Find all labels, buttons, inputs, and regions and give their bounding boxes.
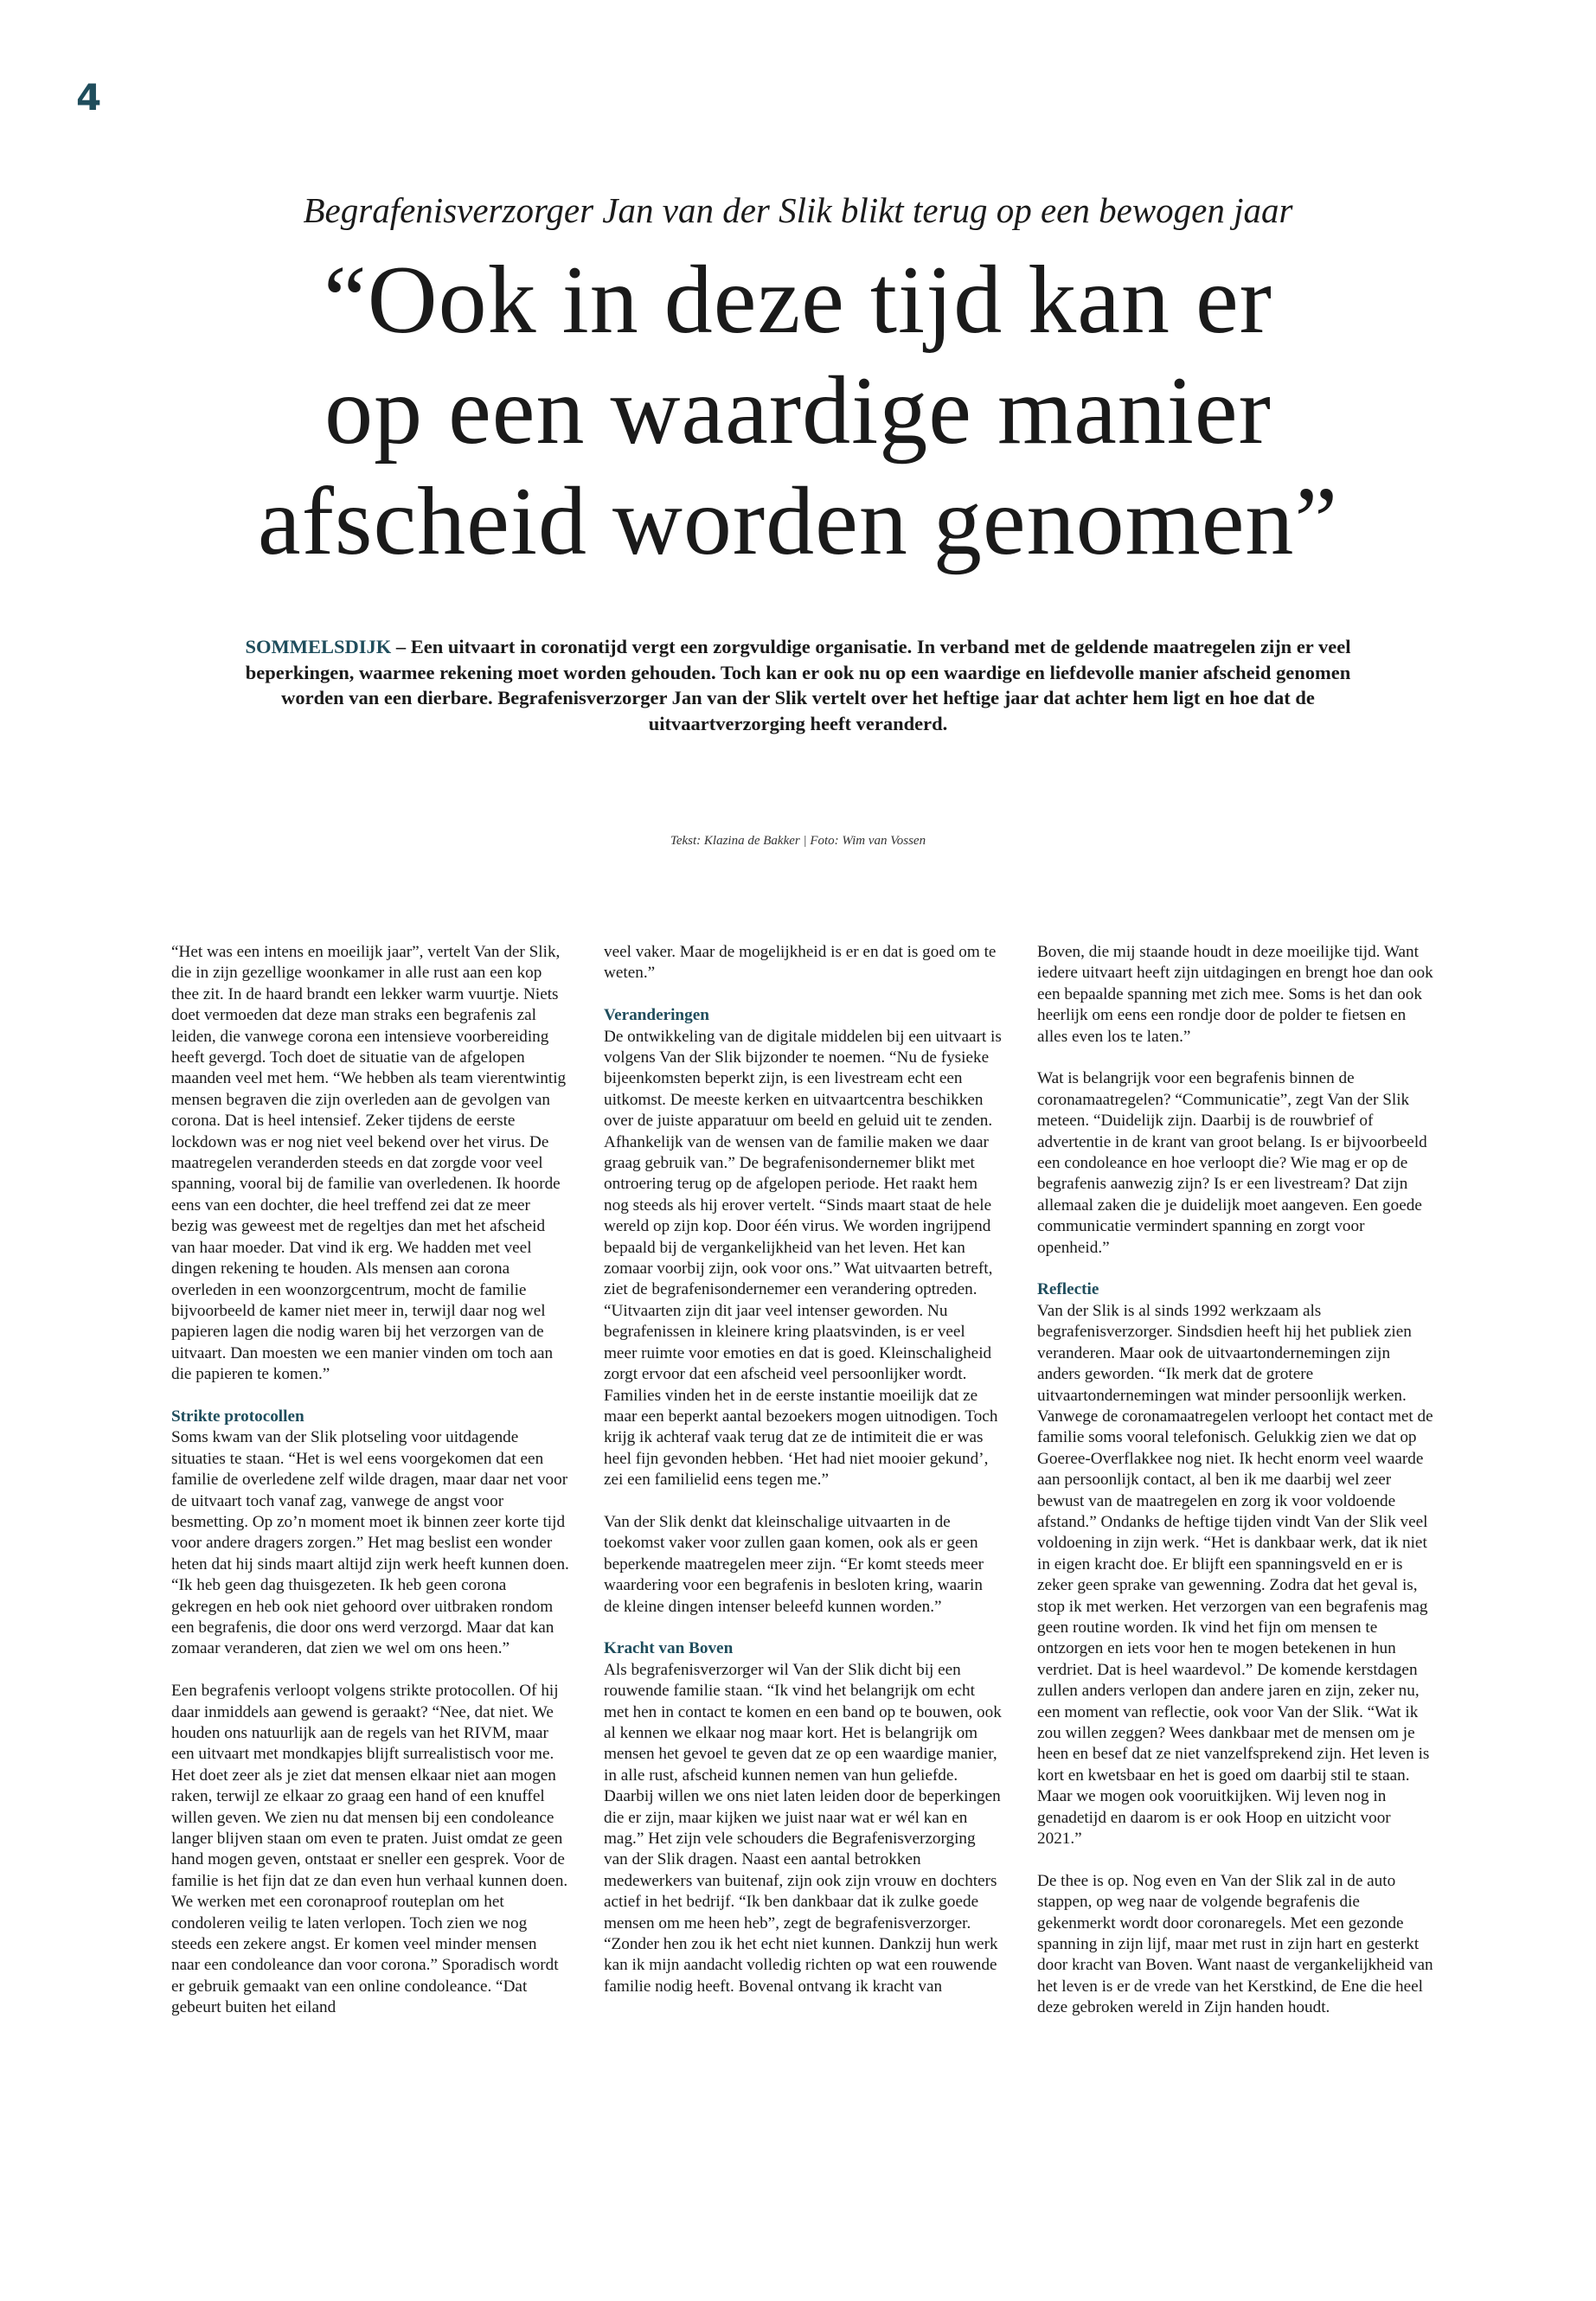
column-1 — [171, 942, 569, 2019]
subheading: Strikte protocollen — [171, 1407, 304, 1426]
paragraph: Als begrafenisverzorger wil Van der Slik dicht bij een rouwende familie staan. “Ik vind het belangrijk om echt met hen in contact te komen en een band op te bouwen, ook al kennen we elkaar nog maar kort. Het is belangrijk om mensen het gevoel te geven dat ze op een waardige manier, in alle rust, afscheid kunnen nemen van hun geliefde. Daarbij willen we ons niet laten leiden door de beperkingen die er zijn, maar kijken we juist naar wat er wél kan en mag.” Het zijn vele schouders die Begrafenisverzorging van der Slik dragen. Naast een aantal betrokken medewerkers van buitenaf, zijn ook zijn vrouw en dochters actief in het bedrijf. “Ik ben dankbaar dat ik zulke goede mensen om me heen heb”, zegt de begrafenisverzorger. “Zonder hen zou ik het echt niet kunnen. Dankzij hun werk kan ik mijn aandacht volledig richten op wat een rouwende familie nodig heeft. Bovenal ontvang ik kracht van — [604, 1660, 1002, 1996]
column-3 — [1037, 942, 1435, 2019]
subheading: Kracht van Boven — [604, 1639, 734, 1658]
intro-paragraph — [216, 634, 1380, 736]
kicker: Begrafenisverzorger Jan van der Slik blikt terug op een bewogen jaar — [303, 190, 1293, 230]
paragraph: Van der Slik denkt dat kleinschalige uitvaarten in de toekomst vaker voor zullen gaan komen, ook als er geen beperkende maatregelen meer zijn. “Er komt steeds meer waardering voor een begrafenis in besloten kring, waarin de kleine dingen intenser beleefd kunnen worden.” — [604, 1512, 984, 1616]
paragraph: veel vaker. Maar de mogelijkheid is er en dat is goed om te weten.” — [604, 943, 997, 983]
paragraph: De ontwikkeling van de digitale middelen bij een uitvaart is volgens Van der Slik bijzonder te noemen. “Nu de fysieke bijeenkomsten beperkt zijn, is een livestream echt een uitkomst. De meeste kerken en uitvaartcentra beschikken over de juiste apparatuur om beeld en geluid uit te zenden. Afhankelijk van de wensen van de familie maken we daar graag gebruik van.” De begrafenisondernemer blikt met ontroering terug op de afgelopen periode. Het raakt hem nog steeds als hij erover vertelt. “Sinds maart staat de hele wereld op zijn kop. Door één virus. We worden ingrijpend bepaald bij de vergankelijkheid van het leven. Het kan zomaar voorbij zijn, ook voor ons.” Wat uitvaarten betreft, ziet de begrafenisondernemer een verandering optreden. “Uitvaarten zijn dit jaar veel intenser geworden. Nu begrafenissen in kleinere kring plaatsvinden, is er veel meer ruimte voor emoties en dat is goed. Kleinschaligheid zorgt ervoor dat een afscheid veel persoonlijker wordt. Families vinden het in de eerste instantie moeilijk dat ze maar een beperkt aantal bezoekers mogen uitnodigen. Toch krijg ik achteraf vaak terug dat ze de intimiteit die er was heel fijn gevonden hebben. ‘Het had niet mooier gekund’, zei een familielid eens tegen me.” — [604, 1027, 1002, 1490]
column-2 — [604, 942, 1002, 1997]
headline-line: “Ook in deze tijd kan er — [324, 247, 1272, 354]
paragraph: Een begrafenis verloopt volgens strikte protocollen. Of hij daar inmiddels aan gewend is geraakt? “Nee, dat niet. We houden ons natuurlijk aan de regels van het RIVM, maar een uitvaart met mondkapjes blijft surrealistisch voor me. Het doet zeer als je ziet dat mensen elkaar niet aan mogen raken, terwijl ze elkaar zo graag een hand of een knuffel willen geven. We zien nu dat mensen bij een condoleance langer blijven staan om even te praten. Juist omdat ze geen hand mogen geven, ontstaat er sneller een gesprek. Voor de familie is het fijn dat ze dan even hun verhaal kunnen doen. We werken met een coronaproof routeplan om het condoleren veilig te laten verlopen. Toch zien we nog steeds een zekere angst. Er komen veel minder mensen naar een condoleance dan voor corona.” Sporadisch wordt er gebruik gemaakt van een online condoleance. “Dat gebeurt buiten het eiland — [171, 1682, 568, 2017]
page-number: 4 — [76, 76, 102, 119]
headline-line: afscheid worden genomen” — [257, 468, 1339, 575]
headline — [121, 245, 1475, 577]
subheading: Veranderingen — [604, 1006, 709, 1025]
photo-credit: Tekst: Klazina de Bakker | Foto: Wim van Vossen — [670, 834, 926, 848]
paragraph: Wat is belangrijk voor een begrafenis binnen de coronamaatregelen? “Communicatie”, zegt Van der Slik meteen. “Duidelijk zijn. Daarbij is de rouwbrief of advertentie in de krant van groot belang. Is er bijvoorbeeld een condoleance en hoe verloopt die? Wie mag er op de begrafenis aanwezig zijn? Is er een livestream? Dat zijn allemaal zaken die je duidelijk moet aangeven. Een goede communicatie vermindert spanning en zorgt voor openheid.” — [1037, 1069, 1427, 1257]
intro-text: – Een uitvaart in coronatijd vergt een zorgvuldige organisatie. In verband met de geldende maatregelen zijn er veel beperkingen, waarmee rekening moet worden gehouden. Toch kan er ook nu op een waardige en liefdevolle manier afscheid genomen worden van een dierbare. Begrafenisverzorger Jan van der Slik vertelt over het heftige jaar dat achter hem ligt en hoe dat de uitvaartverzorging heeft veranderd. — [245, 636, 1351, 734]
paragraph: De thee is op. Nog even en Van der Slik zal in de auto stappen, op weg naar de volgende begrafenis die gekenmerkt wordt door coronaregels. Met een gezonde spanning in zijn lijf, maar met rust in zijn hart en gesterkt door kracht van Boven. Want naast de vergankelijkheid van het leven is er de vrede van het Kerstkind, de Ene die heel deze gebroken wereld in Zijn handen houdt. — [1037, 1871, 1433, 2017]
paragraph: Soms kwam van der Slik plotseling voor uitdagende situaties te staan. “Het is wel eens voorgekomen dat een familie de overledene zelf wilde dragen, maar daar net voor de uitvaart toch vanaf zag, vanwege de angst voor besmetting. Op zo’n moment moet ik binnen zeer korte tijd voor andere dragers zorgen.” Het mag beslist een wonder heten dat hij sinds maart altijd zijn werk heeft kunnen doen. “Ik heb geen dag thuisgezeten. Ik heb geen corona gekregen en heb ook niet gehoord over uitbraken rondom een begrafenis, die door ons werd verzorgd. Maar dat kan zomaar veranderen, dat zien we wel om ons heen.” — [171, 1428, 569, 1658]
paragraph: “Het was een intens en moeilijk jaar”, vertelt Van der Slik, die in zijn gezellige woonkamer in alle rust aan een kop thee zit. In de haard brandt een lekker warm vuurtje. Niets doet vermoeden dat deze man straks een begrafenis zal leiden, die vanwege corona een intensieve voorbereiding heeft gevergd. Toch doet de situatie van de afgelopen maanden veel met hem. “We hebben als team vierentwintig mensen begraven die zijn overleden aan de gevolgen van corona. Dat is heel intensief. Zeker tijdens de eerste lockdown was er nog niet veel bekend over het virus. De maatregelen veranderden steeds en dat zorgde voor veel spanning, vooral bij de familie van overledenen. Ik hoorde eens van een dochter, die heel treffend zei dat ze meer bezig was geweest met de regeltjes dan met het afscheid van haar moeder. Dat vind ik erg. We hadden met veel dingen rekening te houden. Als mensen aan corona overleden in een woonzorgcentrum, mocht de familie bijvoorbeeld de kamer niet meer in, terwijl daar nog wel papieren lagen die nodig waren bij het verzorgen van de uitvaart. Dan moesten we een manier vinden om toch aan die papieren te komen.” — [171, 943, 567, 1384]
headline-line: op een waardige manier — [324, 357, 1272, 465]
subheading: Reflectie — [1037, 1280, 1099, 1299]
intro-place: SOMMELSDIJK — [245, 636, 392, 657]
paragraph: Boven, die mij staande houdt in deze moeilijke tijd. Want iedere uitvaart heeft zijn uitdagingen en brengt hoe dan ook een bepaalde spanning met zich mee. Soms is het dan ook heerlijk om eens een rondje door de polder te fietsen en alles even los te laten.” — [1037, 943, 1433, 1046]
paragraph: Van der Slik is al sinds 1992 werkzaam als begrafenisverzorger. Sindsdien heeft hij het publiek zien veranderen. Maar ook de uitvaartondernemingen zijn anders geworden. “Ik merk dat de grotere uitvaartondernemingen wat minder persoonlijk werken. Vanwege de coronamaatregelen verloopt het contact met de familie soms vooral telefonisch. Gelukkig zien we dat op Goeree-Overflakkee nog niet. Ik hecht enorm veel waarde aan persoonlijk contact, al ben ik me daarbij wel zeer bewust van de maatregelen en zorg ik voor voldoende afstand.” Ondanks de heftige tijden vindt Van der Slik veel voldoening in zijn werk. “Het is dankbaar werk, dat ik niet in eigen kracht doe. Er blijft een spanningsveld en er is zeker geen sprake van gewenning. Zodra dat het geval is, stop ik met werken. Het verzorgen van een begrafenis mag geen routine worden. Ik vind het fijn om mensen te ontzorgen en iets voor hen te mogen betekenen in hun verdriet. Dat is heel waardevol.” De komende kerstdagen zullen anders verlopen dan andere jaren en zijn, zeker nu, een moment van reflectie, ook voor Van der Slik. “Wat ik zou willen zeggen? Wees dankbaar met de mensen om je heen en besef dat ze niet vanzelfsprekend zijn. Het leven is kort en kwetsbaar en het is goed om daarbij stil te staan. Maar we mogen ook vooruitkijken. Wij leven nog in genadetijd en daarom is er ook Hoop en uitzicht voor 2021.” — [1037, 1301, 1433, 1849]
